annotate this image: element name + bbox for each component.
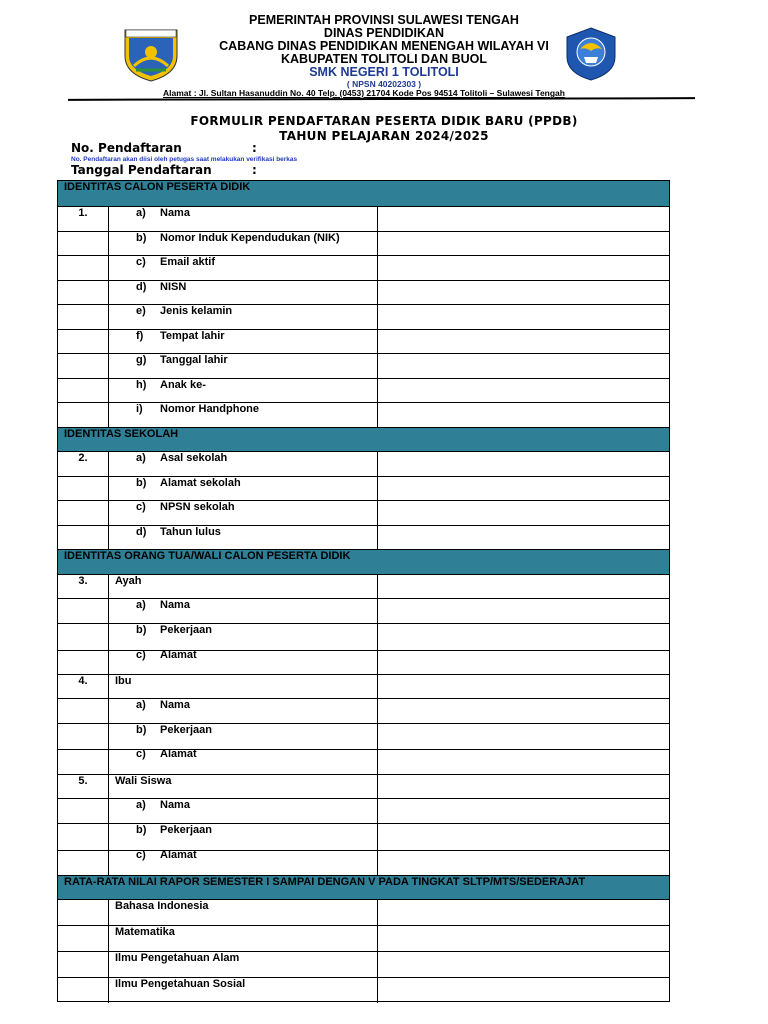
table-row: 1. a) Nama [58, 206, 669, 231]
table-row: Ilmu Pengetahuan Sosial [58, 977, 669, 1002]
registration-table [57, 180, 670, 1002]
table-row: c) Alamat [58, 749, 669, 774]
table-row: g) Tanggal lahir [58, 353, 669, 378]
table-row: c) NPSN sekolah [58, 500, 669, 525]
section-header-parents: IDENTITAS ORANG TUA/WALI CALON PESERTA DIDIK [58, 549, 669, 574]
table-row: b) Pekerjaan [58, 723, 669, 749]
table-row: f) Tempat lahir [58, 329, 669, 353]
registration-number-label: No. Pendaftaran : [71, 141, 257, 155]
form-academic-year: TAHUN PELAJARAN 2024/2025 [279, 129, 489, 143]
registration-date-label: Tanggal Pendaftaran : [71, 163, 257, 177]
header-divider-thick [68, 97, 695, 101]
table-row: 5. Wali Siswa [58, 774, 669, 798]
form-title: FORMULIR PENDAFTARAN PESERTA DIDIK BARU (PPDB) [190, 114, 578, 128]
table-row: i) Nomor Handphone [58, 402, 669, 427]
section-header-student: IDENTITAS CALON PESERTA DIDIK [58, 181, 669, 206]
table-row: c) Alamat [58, 850, 669, 875]
section-header-report-grades: RATA-RATA NILAI RAPOR SEMESTER I SAMPAI DENGAN V PADA TINGKAT SLTP/MTS/SEDERAJAT [58, 875, 669, 899]
table-row: d) NISN [58, 280, 669, 304]
table-row: a) Nama [58, 798, 669, 823]
header-agency: DINAS PENDIDIKAN [323, 26, 445, 40]
table-row: a) Nama [58, 598, 669, 623]
table-row: d) Tahun lulus [58, 525, 669, 549]
registration-number-note: No. Pendaftaran akan diisi oleh petugas saat melakukan verifikasi berkas [71, 156, 298, 163]
table-row: Ilmu Pengetahuan Alam [58, 951, 669, 977]
header-region: KABUPATEN TOLITOLI DAN BUOL [280, 52, 487, 66]
table-row: h) Anak ke- [58, 378, 669, 402]
header-npsn: ( NPSN 40202303 ) [346, 79, 422, 89]
table-row: a) Nama [58, 698, 669, 723]
table-row: b) Pekerjaan [58, 823, 669, 850]
table-row: Bahasa Indonesia [58, 899, 669, 925]
header-government: PEMERINTAH PROVINSI SULAWESI TENGAH [249, 13, 519, 27]
table-row: 2. a) Asal sekolah [58, 451, 669, 476]
table-row: c) Email aktif [58, 255, 669, 280]
table-row: c) Alamat [58, 650, 669, 674]
header-school-name: SMK NEGERI 1 TOLITOLI [309, 65, 459, 79]
table-row: 4. Ibu [58, 674, 669, 698]
table-row: b) Pekerjaan [58, 623, 669, 650]
section-header-school: IDENTITAS SEKOLAH [58, 427, 669, 451]
table-row: e) Jenis kelamin [58, 304, 669, 329]
table-row: b) Nomor Induk Kependudukan (NIK) [58, 231, 669, 255]
table-row: Matematika [58, 925, 669, 951]
header-branch: CABANG DINAS PENDIDIKAN MENENGAH WILAYAH VI [219, 39, 549, 53]
table-row: 3. Ayah [58, 574, 669, 598]
table-row: b) Alamat sekolah [58, 476, 669, 500]
header-address: Alamat : Jl. Sultan Hasanuddin No. 40 Telp. (0453) 21704 Kode Pos 94514 Tolitoli – Sulawesi Tengah [163, 88, 565, 98]
